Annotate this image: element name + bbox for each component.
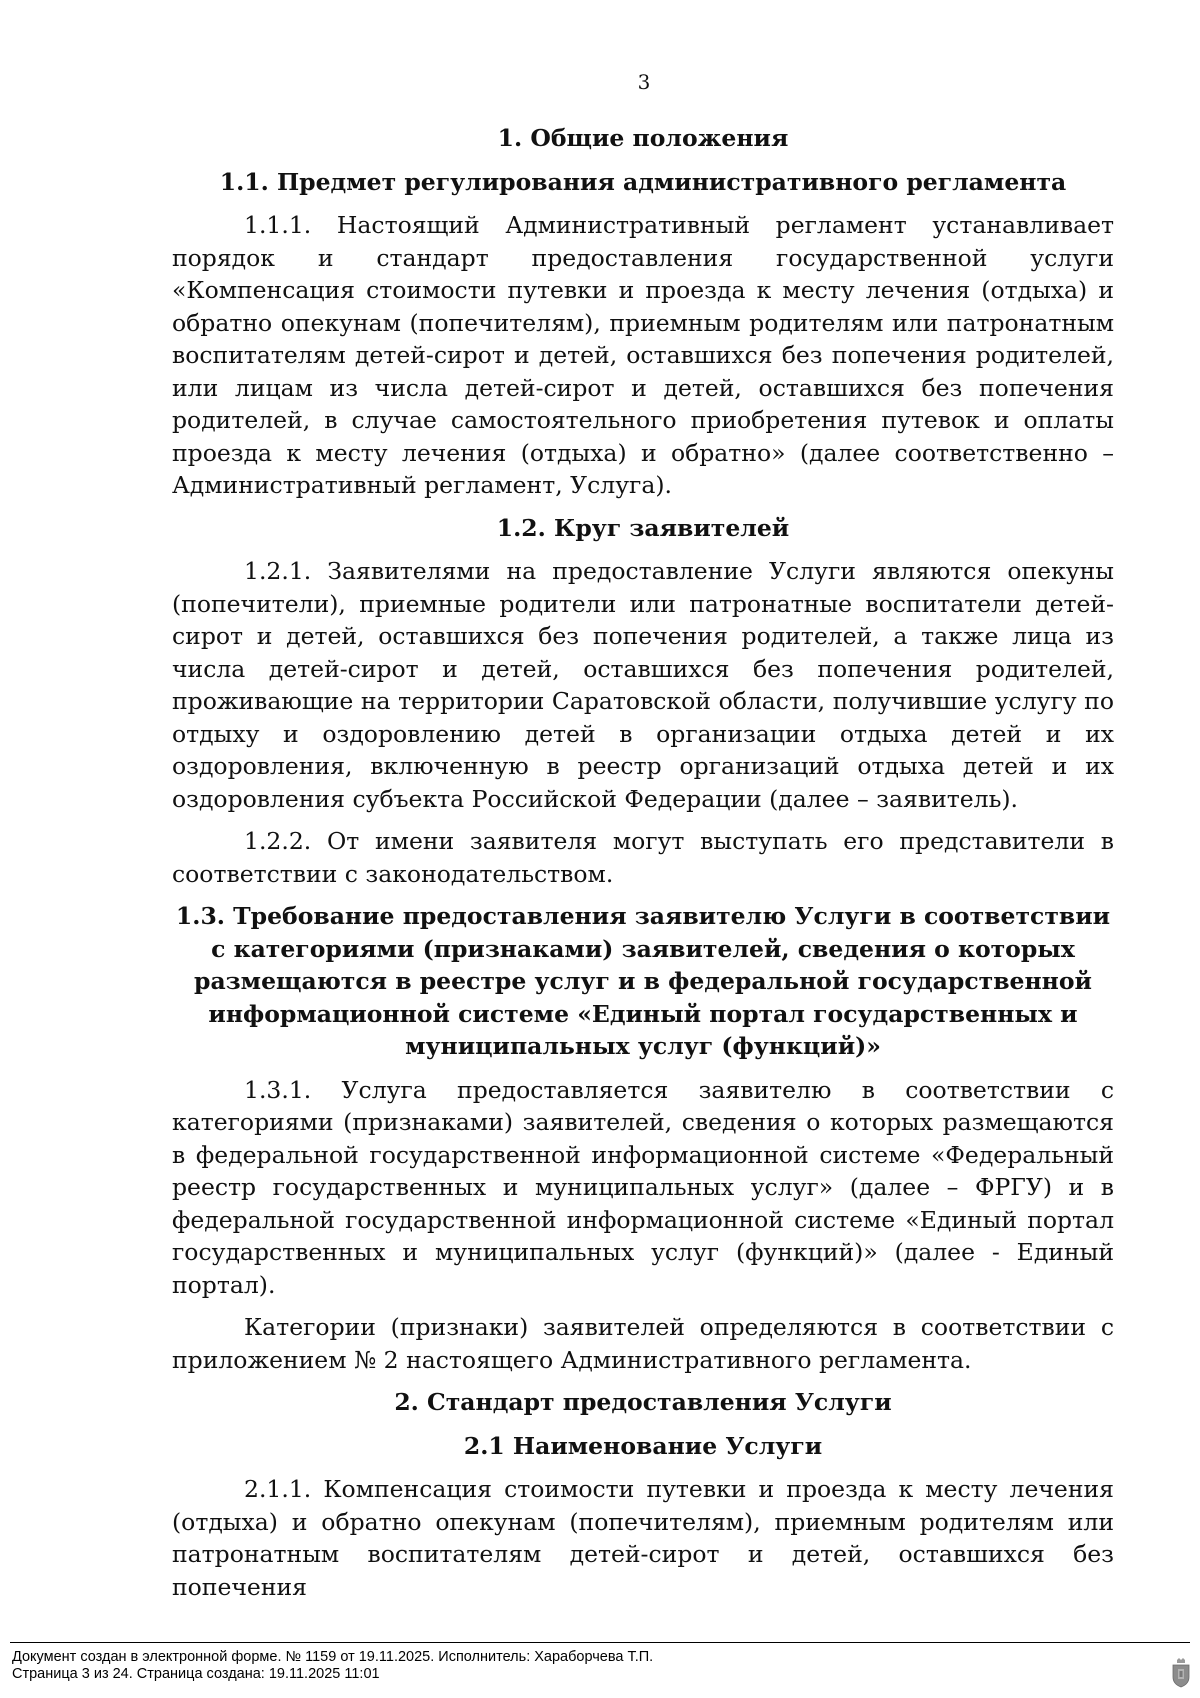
page-number: 3 [637, 70, 651, 94]
section-2-1-heading: 2.1 Наименование Услуги [463, 1431, 823, 1460]
section-1-heading: 1. Общие положения [497, 124, 789, 152]
section-1-3-heading-line: размещаются в реестре услуг и в федеральной государственной [194, 967, 1092, 995]
paragraph-1-2-1: 1.2.1. Заявителями на предоставление Услуги являются опекуны (попечители), приемные родители или патронатные воспитатели детей-сирот и детей, оставшихся без попечения родителей, а также лица из числа детей-сирот и детей, оставшихся без попечения родителей, проживающие на территории Саратовской области, получившие услугу по отдыху и оздоровлению детей в организации отдыха детей и их оздоровления, включенную в реестр организаций отдыха детей и их оздоровления субъекта Российской Федерации (далее – заявитель). [172, 557, 1114, 813]
section-1-3-heading-line: с категориями (признаками) заявителей, сведения о которых [211, 934, 1075, 963]
document-body [172, 122, 1114, 1603]
footer-text [12, 1649, 653, 1682]
paragraph-1-3-1: 1.3.1. Услуга предоставляется заявителю в соответствии с категориями (признаками) заявителей, сведения о которых размещаются в федеральной государственной информационной системе «Федеральный реестр государственных и муниципальных услуг» (далее – ФРГУ) и в федеральной государственной информационной системе «Единый портал государственных и муниципальных услуг (функций)» (далее - Единый портал). [172, 1075, 1114, 1299]
section-1-3-heading-line: информационной системе «Единый портал государственных и [208, 999, 1078, 1028]
section-1-3-heading [172, 900, 1114, 1063]
section-1-1-heading: 1.1. Предмет регулирования административного регламента [219, 167, 1067, 196]
footer-line-2: Страница 3 из 24. Страница создана: 19.11.2025 11:01 [12, 1665, 380, 1682]
footer-divider [10, 1642, 1190, 1643]
coat-of-arms-icon [1170, 1658, 1192, 1688]
footer-line-1: Документ создан в электронной форме. № 1159 от 19.11.2025. Исполнитель: Хараборчева Т.П. [12, 1649, 654, 1665]
section-1-3-heading-line: 1.3. Требование предоставления заявителю Услуги в соответствии [175, 902, 1111, 930]
document-footer [0, 1642, 1200, 1698]
section-1-3-heading-line: муниципальных услуг (функций)» [405, 1032, 881, 1060]
paragraph-1-3-2: Категории (признаки) заявителей определяются в соответствии с приложением № 2 настоящего Административного регламента. [172, 1313, 1114, 1374]
paragraph-1-1-1: 1.1.1. Настоящий Административный регламент устанавливает порядок и стандарт предоставления государственной услуги «Компенсация стоимости путевки и проезда к месту лечения (отдыха) и обратно опекунам (попечителям), приемным родителям или патронатным воспитателям детей-сирот и детей, оставшихся без попечения родителей, или лицам из числа детей-сирот и детей, оставшихся без попечения родителей, в случае самостоятельного приобретения путевок и оплаты проезда к месту лечения (отдыха) и обратно» (далее соответственно – Административный регламент, Услуга). [172, 211, 1114, 499]
section-1-2-heading: 1.2. Круг заявителей [496, 513, 790, 542]
paragraph-2-1-1: 2.1.1. Компенсация стоимости путевки и проезда к месту лечения (отдыха) и обратно опекунам (попечителям), приемным родителям или патронатным воспитателям детей-сирот и детей, оставшихся без попечения [172, 1475, 1114, 1601]
paragraph-1-2-2: 1.2.2. От имени заявителя могут выступать его представители в соответствии с законодательством. [172, 827, 1114, 888]
section-2-heading: 2. Стандарт предоставления Услуги [394, 1388, 892, 1416]
